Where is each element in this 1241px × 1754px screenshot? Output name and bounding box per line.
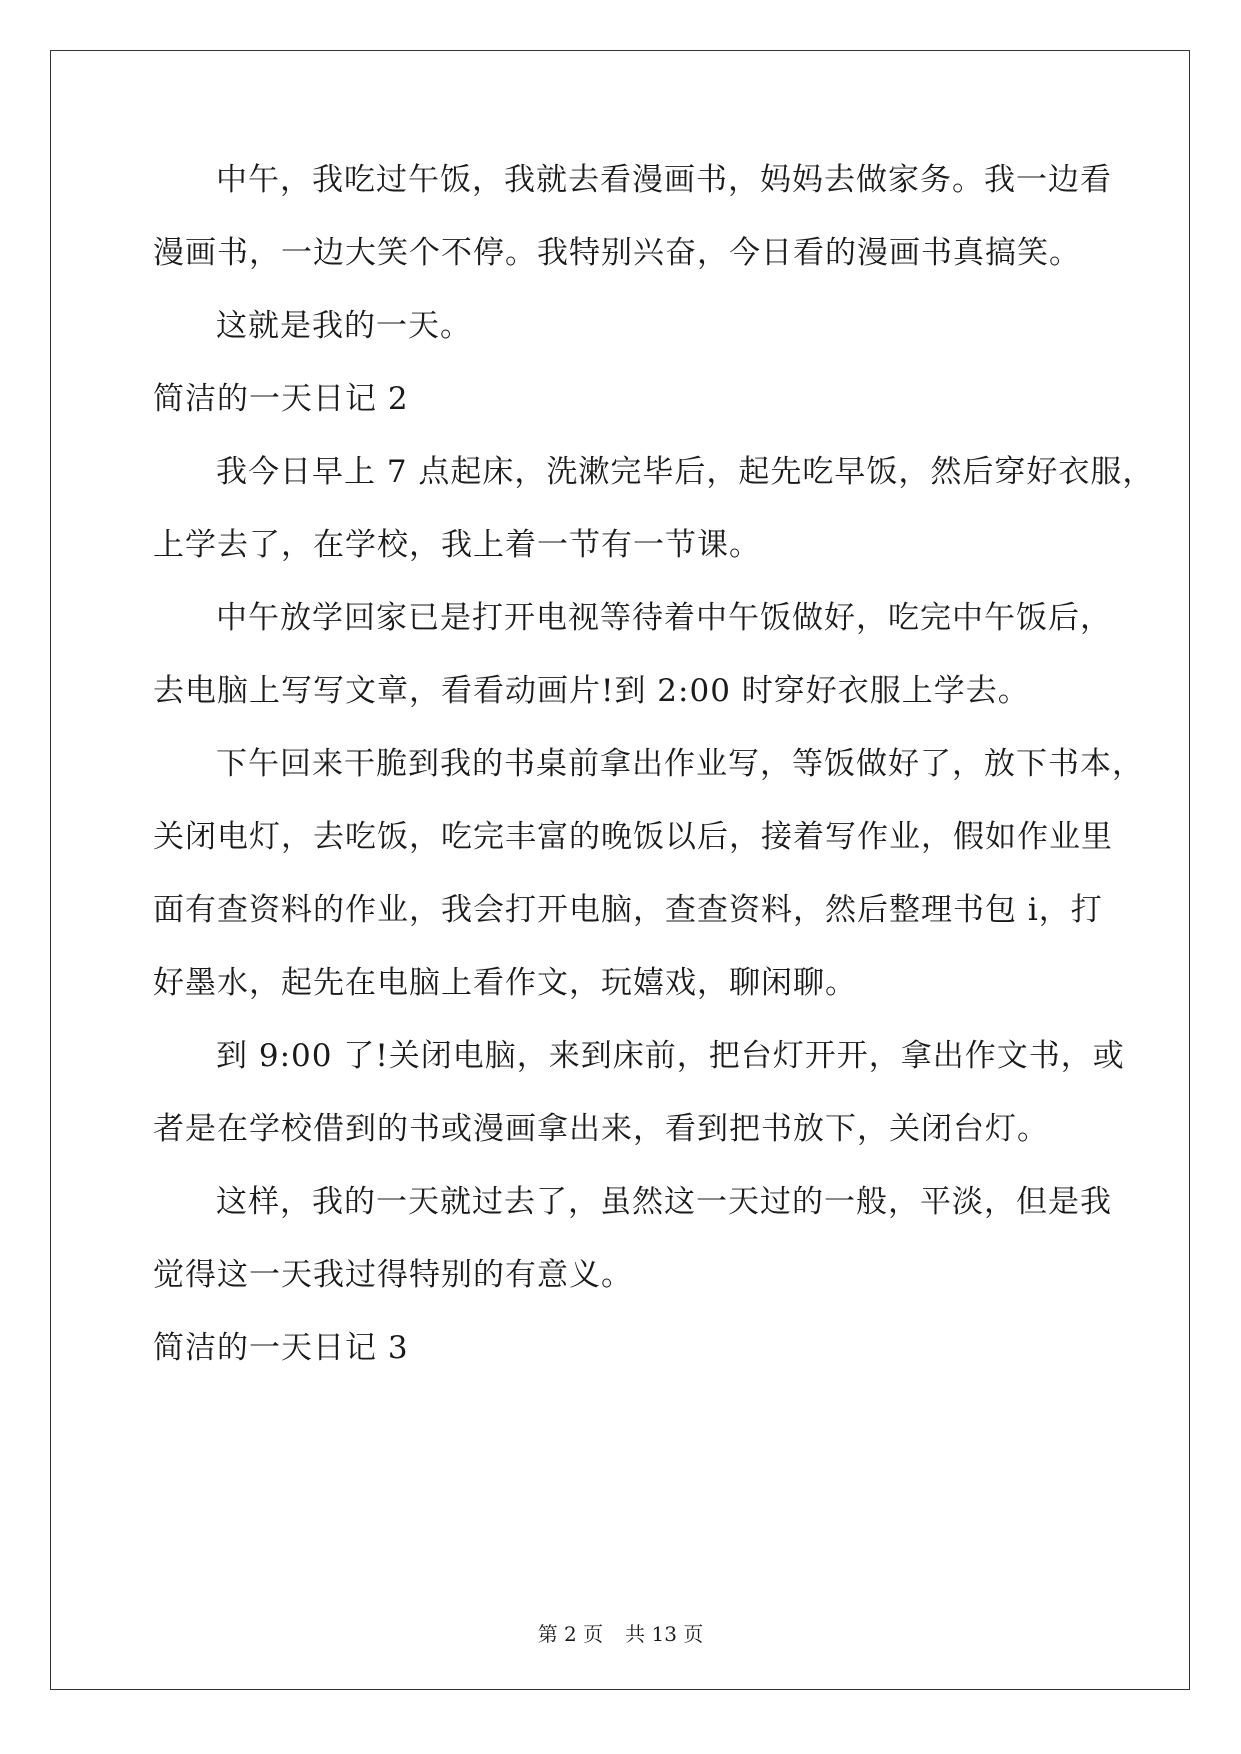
text-line: 中午，我吃过午饭，我就去看漫画书，妈妈去做家务。我一边看 <box>216 162 1112 198</box>
text-line: 者是在学校借到的书或漫画拿出来，看到把书放下，关闭台灯。 <box>153 1111 1049 1147</box>
text-line: 好墨水，起先在电脑上看作文，玩嬉戏，聊闲聊。 <box>153 965 857 1001</box>
page-number: 第 2 页 <box>537 1622 604 1646</box>
page-total: 共 13 页 <box>625 1622 704 1646</box>
text-line: 下午回来干脆到我的书桌前拿出作业写，等饭做好了，放下书本， <box>216 746 1144 782</box>
text-line: 到 9:00 了!关闭电脑，来到床前，把台灯开开，拿出作文书，或 <box>216 1038 1125 1074</box>
text-line: 关闭电灯，去吃饭，吃完丰富的晚饭以后，接着写作业，假如作业里 <box>153 819 1113 855</box>
text-line: 中午放学回家已是打开电视等待着中午饭做好，吃完中午饭后， <box>216 600 1112 636</box>
text-line: 我今日早上 7 点起床，洗漱完毕后，起先吃早饭，然后穿好衣服， <box>216 454 1155 490</box>
section-heading: 简洁的一天日记 3 <box>153 1330 409 1366</box>
text-line: 面有查资料的作业，我会打开电脑，查查资料，然后整理书包 i，打 <box>153 892 1103 928</box>
page-border <box>50 50 1190 1690</box>
text-line: 上学去了，在学校，我上着一节有一节课。 <box>153 527 761 563</box>
text-line: 去电脑上写写文章，看看动画片!到 2:00 时穿好衣服上学去。 <box>153 673 1030 709</box>
section-heading: 简洁的一天日记 2 <box>153 381 409 417</box>
text-line: 这就是我的一天。 <box>216 308 472 344</box>
text-line: 觉得这一天我过得特别的有意义。 <box>153 1257 633 1293</box>
text-line: 这样，我的一天就过去了，虽然这一天过的一般，平淡，但是我 <box>216 1184 1112 1220</box>
text-line: 漫画书，一边大笑个不停。我特别兴奋，今日看的漫画书真搞笑。 <box>153 235 1081 271</box>
page-footer <box>0 1622 1241 1646</box>
